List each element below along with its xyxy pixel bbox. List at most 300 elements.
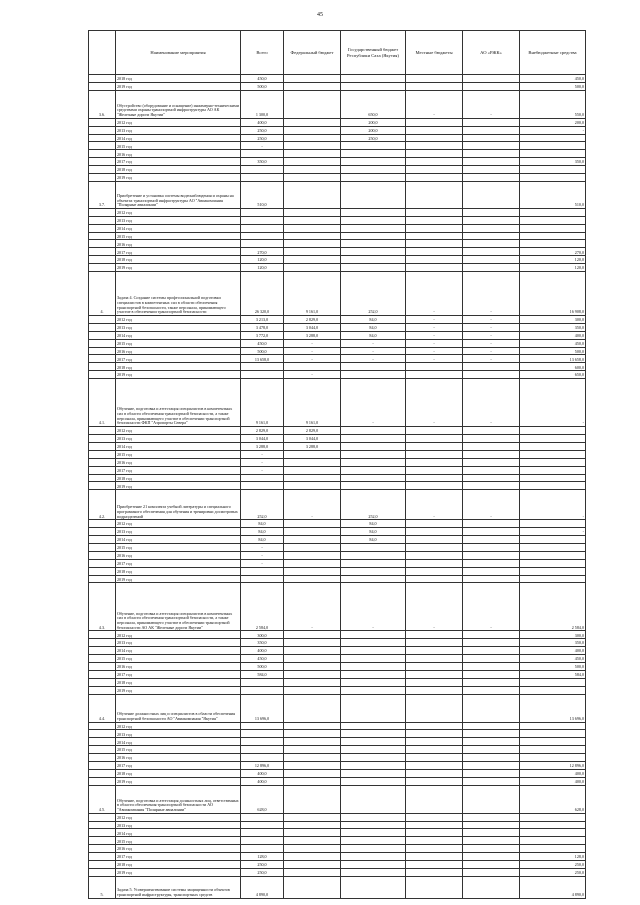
rzhk-cell (463, 371, 520, 379)
measure-name: 2014 год (116, 134, 241, 142)
measure-name: 2015 год (116, 232, 241, 240)
measure-name: 2012 год (116, 427, 241, 435)
rzhk-cell (463, 785, 520, 813)
year-row (89, 777, 586, 785)
rzhk-cell (463, 240, 520, 248)
extrabudgetary-cell (520, 520, 586, 528)
year-row (89, 559, 586, 567)
measure-name: 2017 год (116, 670, 241, 678)
measure-name: 2016 год (116, 551, 241, 559)
total-cell: 350,0 (241, 158, 284, 166)
row-number (89, 435, 116, 443)
rzhk-cell (463, 126, 520, 134)
local-budget-cell (406, 738, 463, 746)
rzhk-cell (463, 670, 520, 678)
local-budget-cell (406, 216, 463, 224)
state-budget-cell (341, 435, 406, 443)
row-number: 4.3. (89, 583, 116, 631)
row-number (89, 482, 116, 490)
row-number (89, 746, 116, 754)
extrabudgetary-cell (520, 174, 586, 182)
state-budget-cell (341, 75, 406, 83)
measure-name: 2018 год (116, 567, 241, 575)
state-budget-cell (341, 208, 406, 216)
measure-name: 2012 год (116, 118, 241, 126)
federal-budget-cell (284, 174, 341, 182)
federal-budget-cell (284, 662, 341, 670)
row-number (89, 559, 116, 567)
federal-budget-cell (284, 90, 341, 118)
total-cell: - (241, 559, 284, 567)
measure-name: 2016 год (116, 240, 241, 248)
federal-budget-cell (284, 482, 341, 490)
rzhk-cell (463, 861, 520, 869)
row-number (89, 575, 116, 583)
state-budget-cell: 84,0 (341, 323, 406, 331)
total-cell (241, 746, 284, 754)
year-row (89, 118, 586, 126)
rzhk-cell (463, 754, 520, 762)
total-cell: 250,0 (241, 861, 284, 869)
state-budget-cell (341, 662, 406, 670)
extrabudgetary-cell: 350,0 (520, 158, 586, 166)
federal-budget-cell (284, 868, 341, 876)
year-row (89, 82, 586, 90)
measure-name: Обучение, подготовка и аттестация специалистов в компетентных сил в области обеспечения транспортной безопасности, а также персонала, принимающего участие в обеспечении транспортной безопасности ФКП "Аэропорты Севера" (116, 379, 241, 427)
federal-budget-cell (284, 647, 341, 655)
rzhk-cell (463, 686, 520, 694)
federal-budget-cell (284, 639, 341, 647)
state-budget-cell (341, 442, 406, 450)
year-row (89, 543, 586, 551)
local-budget-cell: - (406, 583, 463, 631)
extrabudgetary-cell (520, 166, 586, 174)
year-row (89, 813, 586, 821)
total-cell (241, 150, 284, 158)
row-number (89, 837, 116, 845)
rzhk-cell (463, 559, 520, 567)
total-cell (241, 813, 284, 821)
row-number (89, 861, 116, 869)
total-cell: 270,0 (241, 248, 284, 256)
total-cell (241, 208, 284, 216)
measure-name: 2018 год (116, 474, 241, 482)
measure-name: 2016 год (116, 845, 241, 853)
local-budget-cell (406, 118, 463, 126)
row-number (89, 536, 116, 544)
state-budget-cell: 84,0 (341, 316, 406, 324)
local-budget-cell (406, 528, 463, 536)
year-row (89, 150, 586, 158)
row-number (89, 126, 116, 134)
state-budget-cell (341, 224, 406, 232)
local-budget-cell (406, 134, 463, 142)
extrabudgetary-cell: 2 584,0 (520, 583, 586, 631)
rzhk-cell (463, 264, 520, 272)
local-budget-cell (406, 722, 463, 730)
year-row (89, 458, 586, 466)
total-cell: - (241, 458, 284, 466)
header-measure: Наименование мероприятия (116, 31, 241, 75)
year-row (89, 466, 586, 474)
measure-name: 2019 год (116, 371, 241, 379)
total-cell: 500,0 (241, 82, 284, 90)
extrabudgetary-cell: 650,0 (520, 371, 586, 379)
extrabudgetary-cell (520, 482, 586, 490)
row-number (89, 662, 116, 670)
table-header-row (89, 31, 586, 75)
measure-name: 2015 год (116, 655, 241, 663)
federal-budget-cell (284, 655, 341, 663)
year-row (89, 134, 586, 142)
federal-budget-cell (284, 466, 341, 474)
local-budget-cell (406, 837, 463, 845)
row-number (89, 567, 116, 575)
state-budget-cell: - (341, 347, 406, 355)
row-number (89, 670, 116, 678)
measure-name: 2017 год (116, 559, 241, 567)
federal-budget-cell (284, 520, 341, 528)
measure-name: Обучение, подготовка и аттестация должностных лиц, ответственных в области обеспечения транспортной безопасности АО "Авиакомпания "Полярные авиалинии" (116, 785, 241, 813)
state-budget-cell (341, 813, 406, 821)
rzhk-cell (463, 738, 520, 746)
row-number: 4.2. (89, 490, 116, 520)
extrabudgetary-cell: 300,0 (520, 316, 586, 324)
federal-budget-cell: - (284, 490, 341, 520)
total-cell (241, 567, 284, 575)
year-row (89, 142, 586, 150)
state-budget-cell (341, 785, 406, 813)
state-budget-cell (341, 647, 406, 655)
rzhk-cell (463, 208, 520, 216)
rzhk-cell (463, 232, 520, 240)
extrabudgetary-cell: - (520, 490, 586, 520)
year-row (89, 435, 586, 443)
local-budget-cell (406, 482, 463, 490)
row-number (89, 754, 116, 762)
header-state-budget: Государственный бюджет Республики Саха (Якутия) (341, 31, 406, 75)
row-number (89, 316, 116, 324)
state-budget-cell (341, 264, 406, 272)
measure-row (89, 876, 586, 898)
measure-name: 2018 год (116, 256, 241, 264)
rzhk-cell (463, 224, 520, 232)
header-total: Всего (241, 31, 284, 75)
extrabudgetary-cell: 400,0 (520, 769, 586, 777)
total-cell (241, 686, 284, 694)
row-number (89, 166, 116, 174)
row-number (89, 845, 116, 853)
rzhk-cell (463, 248, 520, 256)
year-row (89, 551, 586, 559)
local-budget-cell (406, 821, 463, 829)
federal-budget-cell (284, 150, 341, 158)
local-budget-cell (406, 458, 463, 466)
year-row (89, 339, 586, 347)
total-cell (241, 174, 284, 182)
total-cell: 13 696,0 (241, 694, 284, 722)
state-budget-cell: - (341, 379, 406, 427)
local-budget-cell (406, 551, 463, 559)
local-budget-cell (406, 769, 463, 777)
state-budget-cell (341, 240, 406, 248)
year-row (89, 575, 586, 583)
state-budget-cell: 84,0 (341, 331, 406, 339)
federal-budget-cell: 3 044,0 (284, 323, 341, 331)
extrabudgetary-cell (520, 442, 586, 450)
state-budget-cell: 84,0 (341, 528, 406, 536)
local-budget-cell: - (406, 272, 463, 316)
extrabudgetary-cell: 350,0 (520, 323, 586, 331)
state-budget-cell (341, 248, 406, 256)
year-row (89, 845, 586, 853)
total-cell: 400,0 (241, 647, 284, 655)
measure-name: 2019 год (116, 82, 241, 90)
rzhk-cell (463, 543, 520, 551)
measure-name: 2018 год (116, 166, 241, 174)
measure-name: Задача 4. Создание системы профессиональной подготовки специалистов в компетентных сил в области обеспечения транспортной безопасности, также персонала, принимающего участие в обеспечении транспортной безопасности (116, 272, 241, 316)
row-number (89, 551, 116, 559)
extrabudgetary-cell (520, 543, 586, 551)
measure-name: 2013 год (116, 216, 241, 224)
measure-name: 2014 год (116, 829, 241, 837)
total-cell: 400,0 (241, 118, 284, 126)
rzhk-cell: - (463, 316, 520, 324)
measure-name: Задача 5. Усовершенствование системы защищенности объектов транспортной инфраструктуры, транспортных средств (116, 876, 241, 898)
state-budget-cell (341, 142, 406, 150)
rzhk-cell: - (463, 347, 520, 355)
rzhk-cell: - (463, 331, 520, 339)
state-budget-cell: 84,0 (341, 520, 406, 528)
state-budget-cell (341, 746, 406, 754)
year-row (89, 174, 586, 182)
total-cell: 450,0 (241, 75, 284, 83)
total-cell: 250,0 (241, 126, 284, 134)
total-cell: 3 044,0 (241, 435, 284, 443)
year-row (89, 655, 586, 663)
local-budget-cell (406, 829, 463, 837)
federal-budget-cell (284, 158, 341, 166)
measure-name: 2013 год (116, 730, 241, 738)
total-cell: - (241, 466, 284, 474)
row-number (89, 224, 116, 232)
federal-budget-cell (284, 248, 341, 256)
measure-name: 2019 год (116, 482, 241, 490)
year-row (89, 754, 586, 762)
rzhk-cell: - (463, 272, 520, 316)
extrabudgetary-cell: 120,0 (520, 264, 586, 272)
measure-name: 2014 год (116, 738, 241, 746)
federal-budget-cell (284, 761, 341, 769)
header-local-budgets: Местные бюджеты (406, 31, 463, 75)
local-budget-cell (406, 777, 463, 785)
extrabudgetary-cell: 450,0 (520, 75, 586, 83)
federal-budget-cell (284, 694, 341, 722)
extrabudgetary-cell: - (520, 126, 586, 134)
local-budget-cell (406, 730, 463, 738)
federal-budget-cell: 2 829,0 (284, 316, 341, 324)
row-number (89, 339, 116, 347)
year-row (89, 216, 586, 224)
federal-budget-cell (284, 142, 341, 150)
local-budget-cell: - (406, 379, 463, 427)
year-row (89, 631, 586, 639)
rzhk-cell (463, 134, 520, 142)
year-row (89, 520, 586, 528)
local-budget-cell (406, 75, 463, 83)
measure-name: 2014 год (116, 442, 241, 450)
extrabudgetary-cell: 300,0 (520, 631, 586, 639)
federal-budget-cell (284, 536, 341, 544)
total-cell: 4 890,0 (241, 876, 284, 898)
local-budget-cell: - (406, 323, 463, 331)
total-cell: 500,0 (241, 662, 284, 670)
measure-name: 2017 год (116, 158, 241, 166)
rzhk-cell (463, 647, 520, 655)
total-cell: 400,0 (241, 777, 284, 785)
total-cell (241, 821, 284, 829)
row-number (89, 158, 116, 166)
rzhk-cell (463, 853, 520, 861)
header-number (89, 31, 116, 75)
measure-name: 2013 год (116, 435, 241, 443)
federal-budget-cell (284, 769, 341, 777)
local-budget-cell (406, 678, 463, 686)
local-budget-cell (406, 631, 463, 639)
measure-name: 2014 год (116, 224, 241, 232)
measure-name: 2012 год (116, 631, 241, 639)
federal-budget-cell (284, 264, 341, 272)
year-row (89, 738, 586, 746)
local-budget-cell (406, 126, 463, 134)
measure-name: 2013 год (116, 821, 241, 829)
rzhk-cell (463, 528, 520, 536)
measure-name: 2015 год (116, 142, 241, 150)
measure-name: 2018 год (116, 769, 241, 777)
local-budget-cell (406, 82, 463, 90)
federal-budget-cell (284, 813, 341, 821)
federal-budget-cell (284, 363, 341, 371)
local-budget-cell: - (406, 331, 463, 339)
total-cell: 120,0 (241, 264, 284, 272)
measure-name: 2014 год (116, 647, 241, 655)
state-budget-cell: 650,0 (341, 90, 406, 118)
page-number: 45 (317, 12, 323, 18)
year-row (89, 761, 586, 769)
local-budget-cell (406, 686, 463, 694)
total-cell: 300,0 (241, 631, 284, 639)
row-number (89, 355, 116, 363)
local-budget-cell (406, 142, 463, 150)
rzhk-cell (463, 551, 520, 559)
federal-budget-cell (284, 232, 341, 240)
total-cell: 128,0 (241, 853, 284, 861)
measure-name: 2015 год (116, 746, 241, 754)
local-budget-cell (406, 442, 463, 450)
federal-budget-cell: - (284, 339, 341, 347)
measure-name: 2018 год (116, 75, 241, 83)
extrabudgetary-cell (520, 427, 586, 435)
row-number (89, 777, 116, 785)
measure-name: 2012 год (116, 316, 241, 324)
federal-budget-cell (284, 82, 341, 90)
year-row (89, 450, 586, 458)
state-budget-cell (341, 837, 406, 845)
total-cell: 3 478,0 (241, 323, 284, 331)
local-budget-cell (406, 876, 463, 898)
row-number (89, 442, 116, 450)
extrabudgetary-cell: 510,0 (520, 181, 586, 208)
measure-name: 2013 год (116, 126, 241, 134)
local-budget-cell (406, 813, 463, 821)
extrabudgetary-cell: 400,0 (520, 777, 586, 785)
year-row (89, 837, 586, 845)
measure-row (89, 379, 586, 427)
local-budget-cell (406, 224, 463, 232)
total-cell (241, 845, 284, 853)
federal-budget-cell (284, 543, 341, 551)
row-number (89, 371, 116, 379)
total-cell: - (241, 142, 284, 150)
measure-row (89, 583, 586, 631)
year-row (89, 126, 586, 134)
row-number (89, 82, 116, 90)
federal-budget-cell (284, 166, 341, 174)
row-number (89, 738, 116, 746)
rzhk-cell (463, 427, 520, 435)
extrabudgetary-cell: 628,0 (520, 785, 586, 813)
local-budget-cell (406, 647, 463, 655)
rzhk-cell: - (463, 490, 520, 520)
total-cell (241, 754, 284, 762)
local-budget-cell (406, 662, 463, 670)
extrabudgetary-cell (520, 837, 586, 845)
row-number (89, 769, 116, 777)
rzhk-cell: - (463, 339, 520, 347)
extrabudgetary-cell (520, 845, 586, 853)
row-number: 5. (89, 876, 116, 898)
measure-name: Приобретение 21 комплекта учебной литературы и специального программного обеспечения для обучения и тренировки досмотровых подразделений (116, 490, 241, 520)
local-budget-cell: - (406, 90, 463, 118)
row-number (89, 232, 116, 240)
federal-budget-cell (284, 575, 341, 583)
rzhk-cell (463, 777, 520, 785)
rzhk-cell: - (463, 90, 520, 118)
year-row (89, 662, 586, 670)
rzhk-cell (463, 655, 520, 663)
measure-name: 2017 год (116, 761, 241, 769)
extrabudgetary-cell: 550,0 (520, 90, 586, 118)
local-budget-cell (406, 746, 463, 754)
measure-name: 2013 год (116, 639, 241, 647)
rzhk-cell: - (463, 379, 520, 427)
extrabudgetary-cell (520, 746, 586, 754)
year-row (89, 347, 586, 355)
year-row (89, 536, 586, 544)
measure-name: 2016 год (116, 150, 241, 158)
federal-budget-cell: 2 829,0 (284, 427, 341, 435)
local-budget-cell (406, 785, 463, 813)
rzhk-cell (463, 746, 520, 754)
total-cell: 628,0 (241, 785, 284, 813)
year-row (89, 442, 586, 450)
state-budget-cell (341, 363, 406, 371)
year-row (89, 853, 586, 861)
year-row (89, 323, 586, 331)
extrabudgetary-cell (520, 208, 586, 216)
total-cell (241, 371, 284, 379)
rzhk-cell (463, 442, 520, 450)
